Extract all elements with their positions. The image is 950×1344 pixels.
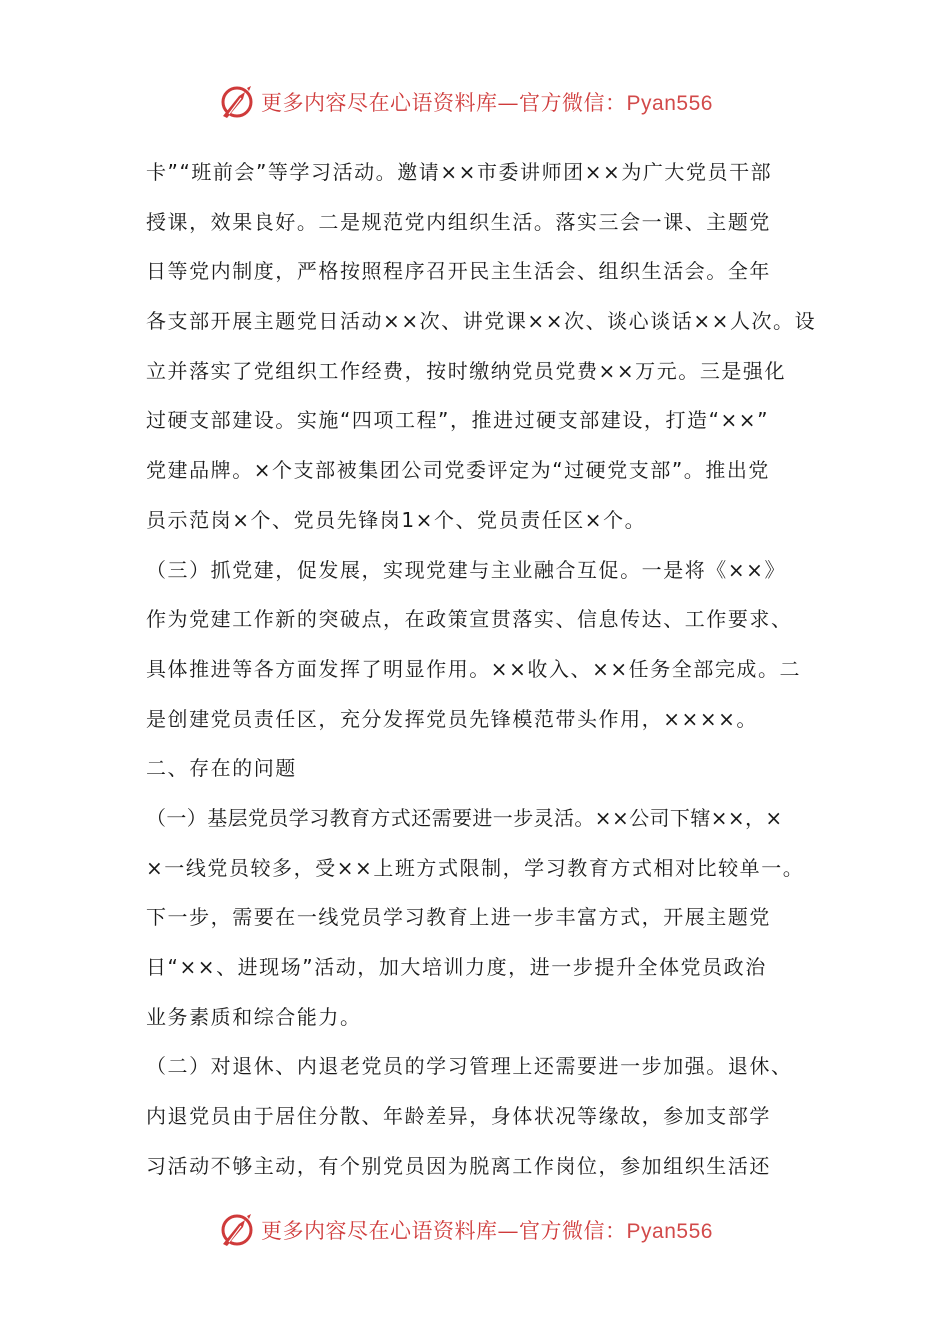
header-banner-title: 更多内容尽在心语资料库—官方微信： bbox=[261, 91, 627, 115]
section-paragraph-line: （二）对退休、内退老党员的学习管理上还需要进一步加强。退休、 bbox=[146, 1054, 793, 1079]
body-line: 是创建党员责任区，充分发挥党员先锋模范带头作用，××××。 bbox=[146, 706, 758, 731]
body-line: 内退党员由于居住分散、年龄差异，身体状况等缘故，参加支部学 bbox=[146, 1104, 771, 1129]
footer-banner-title: 更多内容尽在心语资料库—官方微信： bbox=[261, 1219, 627, 1243]
body-line: 过硬支部建设。实施“四项工程”，推进过硬支部建设，打造“××” bbox=[146, 408, 770, 433]
body-line: 作为党建工作新的突破点，在政策宣贯落实、信息传达、工作要求、 bbox=[146, 607, 793, 632]
body-line: 各支部开展主题党日活动××次、讲党课××次、谈心谈话××人次。设 bbox=[146, 309, 817, 334]
header-banner-text bbox=[261, 87, 713, 117]
body-line: 党建品牌。×个支部被集团公司党委评定为“过硬党支部”。推出党 bbox=[146, 458, 770, 483]
header-banner bbox=[0, 80, 950, 124]
pen-nib-logo-icon bbox=[217, 1210, 257, 1250]
body-line: 业务素质和综合能力。 bbox=[146, 1004, 362, 1029]
section-paragraph-line: （三）抓党建，促发展，实现党建与主业融合互促。一是将《××》 bbox=[146, 557, 787, 582]
body-line: 授课，效果良好。二是规范党内组织生活。落实三会一课、主题党 bbox=[146, 209, 771, 234]
footer-banner-content bbox=[217, 1210, 713, 1250]
section-paragraph-line: （一）基层党员学习教育方式还需要进一步灵活。××公司下辖××，× bbox=[146, 805, 783, 830]
footer-wechat-id: Pyan556 bbox=[626, 1220, 713, 1243]
body-line: 日“××、进现场”活动，加大培训力度，进一步提升全体党员政治 bbox=[146, 955, 767, 979]
section-heading: 二、存在的问题 bbox=[146, 756, 297, 781]
body-line: 员示范岗×个、党员先锋岗1×个、党员责任区×个。 bbox=[146, 507, 647, 532]
body-line: 卡”“班前会”等学习活动。邀请××市委讲师团××为广大党员干部 bbox=[146, 160, 773, 184]
header-banner-content bbox=[217, 82, 713, 122]
body-line: 具体推进等各方面发挥了明显作用。××收入、××任务全部完成。二 bbox=[146, 656, 802, 681]
body-line: 习活动不够主动，有个别党员因为脱离工作岗位，参加组织生活还 bbox=[146, 1153, 771, 1178]
footer-banner-text bbox=[261, 1215, 713, 1245]
pen-nib-logo-icon bbox=[217, 82, 257, 122]
header-wechat-id: Pyan556 bbox=[626, 92, 713, 115]
body-line: 日等党内制度，严格按照程序召开民主生活会、组织生活会。全年 bbox=[146, 259, 771, 284]
body-line: 下一步，需要在一线党员学习教育上进一步丰富方式，开展主题党 bbox=[146, 905, 771, 930]
body-line: 立并落实了党组织工作经费，按时缴纳党员党费××万元。三是强化 bbox=[146, 358, 787, 383]
body-line: ×一线党员较多，受××上班方式限制，学习教育方式相对比较单一。 bbox=[146, 855, 805, 880]
footer-banner bbox=[0, 1208, 950, 1252]
document-body bbox=[146, 148, 818, 1191]
